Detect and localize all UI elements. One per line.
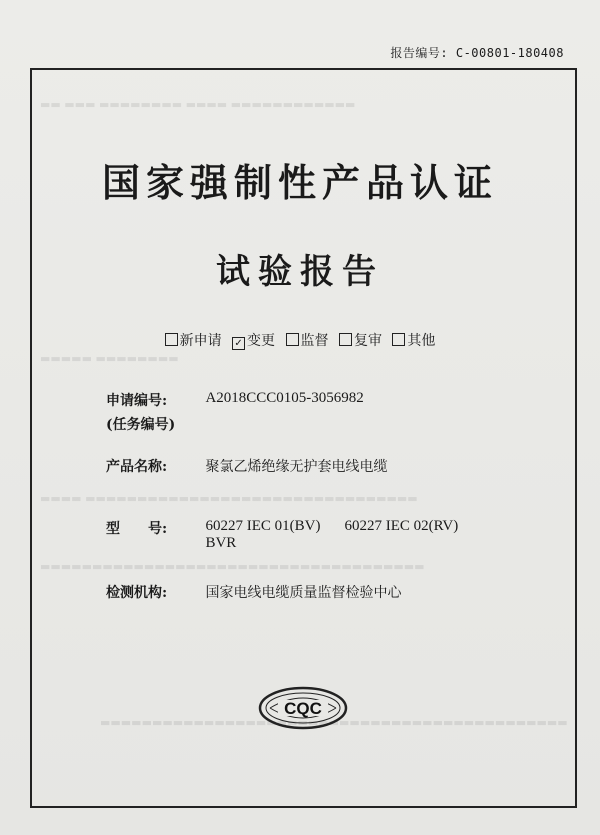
cqc-logo-icon bbox=[258, 686, 348, 730]
application-number-row bbox=[106, 390, 364, 434]
show-through-text: ▬▬ ▬▬▬ ▬▬▬▬▬▬▬▬ ▬▬▬▬ ▬▬▬▬▬▬▬▬▬▬▬▬ bbox=[40, 98, 356, 111]
testing-institution-value: 国家电线电缆质量监督检验中心 bbox=[205, 585, 402, 601]
model-label: 型 号: bbox=[106, 521, 168, 537]
show-through-text: ▬▬▬▬▬ ▬▬▬▬▬▬▬▬ bbox=[40, 352, 179, 365]
page-title: 国家强制性产品认证 bbox=[101, 161, 498, 205]
checkbox-box bbox=[165, 333, 178, 346]
report-number: 报告编号: C-00801-180408 bbox=[390, 46, 564, 60]
checkbox-review[interactable] bbox=[339, 330, 382, 350]
checkbox-label: 新申请 bbox=[179, 333, 222, 349]
product-name-row bbox=[106, 456, 387, 476]
task-number-label: (任务编号) bbox=[106, 417, 176, 433]
show-through-text: ▬▬▬▬ ▬▬▬▬▬▬▬▬▬▬▬▬▬▬▬▬▬▬▬▬▬▬▬▬▬▬▬▬▬▬▬▬ bbox=[40, 492, 418, 505]
application-number-label: 申请编号: bbox=[106, 393, 168, 409]
model-value-2: 60227 IEC 02(RV) bbox=[344, 518, 459, 534]
checkbox-label: 复审 bbox=[353, 333, 382, 349]
checkbox-box bbox=[339, 333, 352, 346]
model-row bbox=[106, 518, 458, 552]
cqc-logo bbox=[258, 686, 348, 734]
product-name-label: 产品名称: bbox=[106, 459, 168, 475]
application-number-value: A2018CCC0105-3056982 bbox=[205, 390, 364, 406]
checkbox-checked: ✓ bbox=[232, 337, 245, 350]
checkbox-label: 监督 bbox=[300, 333, 329, 349]
application-number-label-group bbox=[106, 390, 201, 434]
testing-institution-row bbox=[106, 582, 401, 602]
product-name-value: 聚氯乙烯绝缘无护套电线电缆 bbox=[205, 459, 388, 475]
checkbox-other[interactable] bbox=[392, 330, 435, 350]
page-subtitle: 试验报告 bbox=[216, 252, 384, 292]
checkbox-supervision[interactable] bbox=[286, 330, 329, 350]
show-through-text: ▬▬▬▬▬▬▬▬▬▬▬▬▬▬▬▬▬▬▬▬▬▬▬▬▬▬▬▬▬▬▬▬▬▬▬▬▬▬▬▬▬▬▬▬▬ bbox=[100, 716, 568, 729]
model-values bbox=[205, 518, 458, 552]
testing-institution-label: 检测机构: bbox=[106, 585, 168, 601]
checkbox-box bbox=[286, 333, 299, 346]
checkbox-change[interactable] bbox=[232, 330, 275, 350]
cqc-logo-text: CQC bbox=[284, 699, 322, 718]
checkbox-new-application[interactable] bbox=[165, 330, 222, 350]
checkbox-box bbox=[392, 333, 405, 346]
show-through-text: ▬▬▬▬▬▬▬▬▬▬▬▬▬▬▬▬▬▬▬▬▬▬▬▬▬▬▬▬▬▬▬▬▬▬▬▬▬ bbox=[40, 560, 425, 573]
checkbox-label: 其他 bbox=[407, 333, 436, 349]
model-value-1: 60227 IEC 01(BV) bbox=[205, 518, 321, 534]
report-type-checkboxes bbox=[0, 330, 600, 350]
model-value-3: BVR bbox=[205, 535, 237, 551]
checkbox-label: 变更 bbox=[247, 333, 276, 349]
